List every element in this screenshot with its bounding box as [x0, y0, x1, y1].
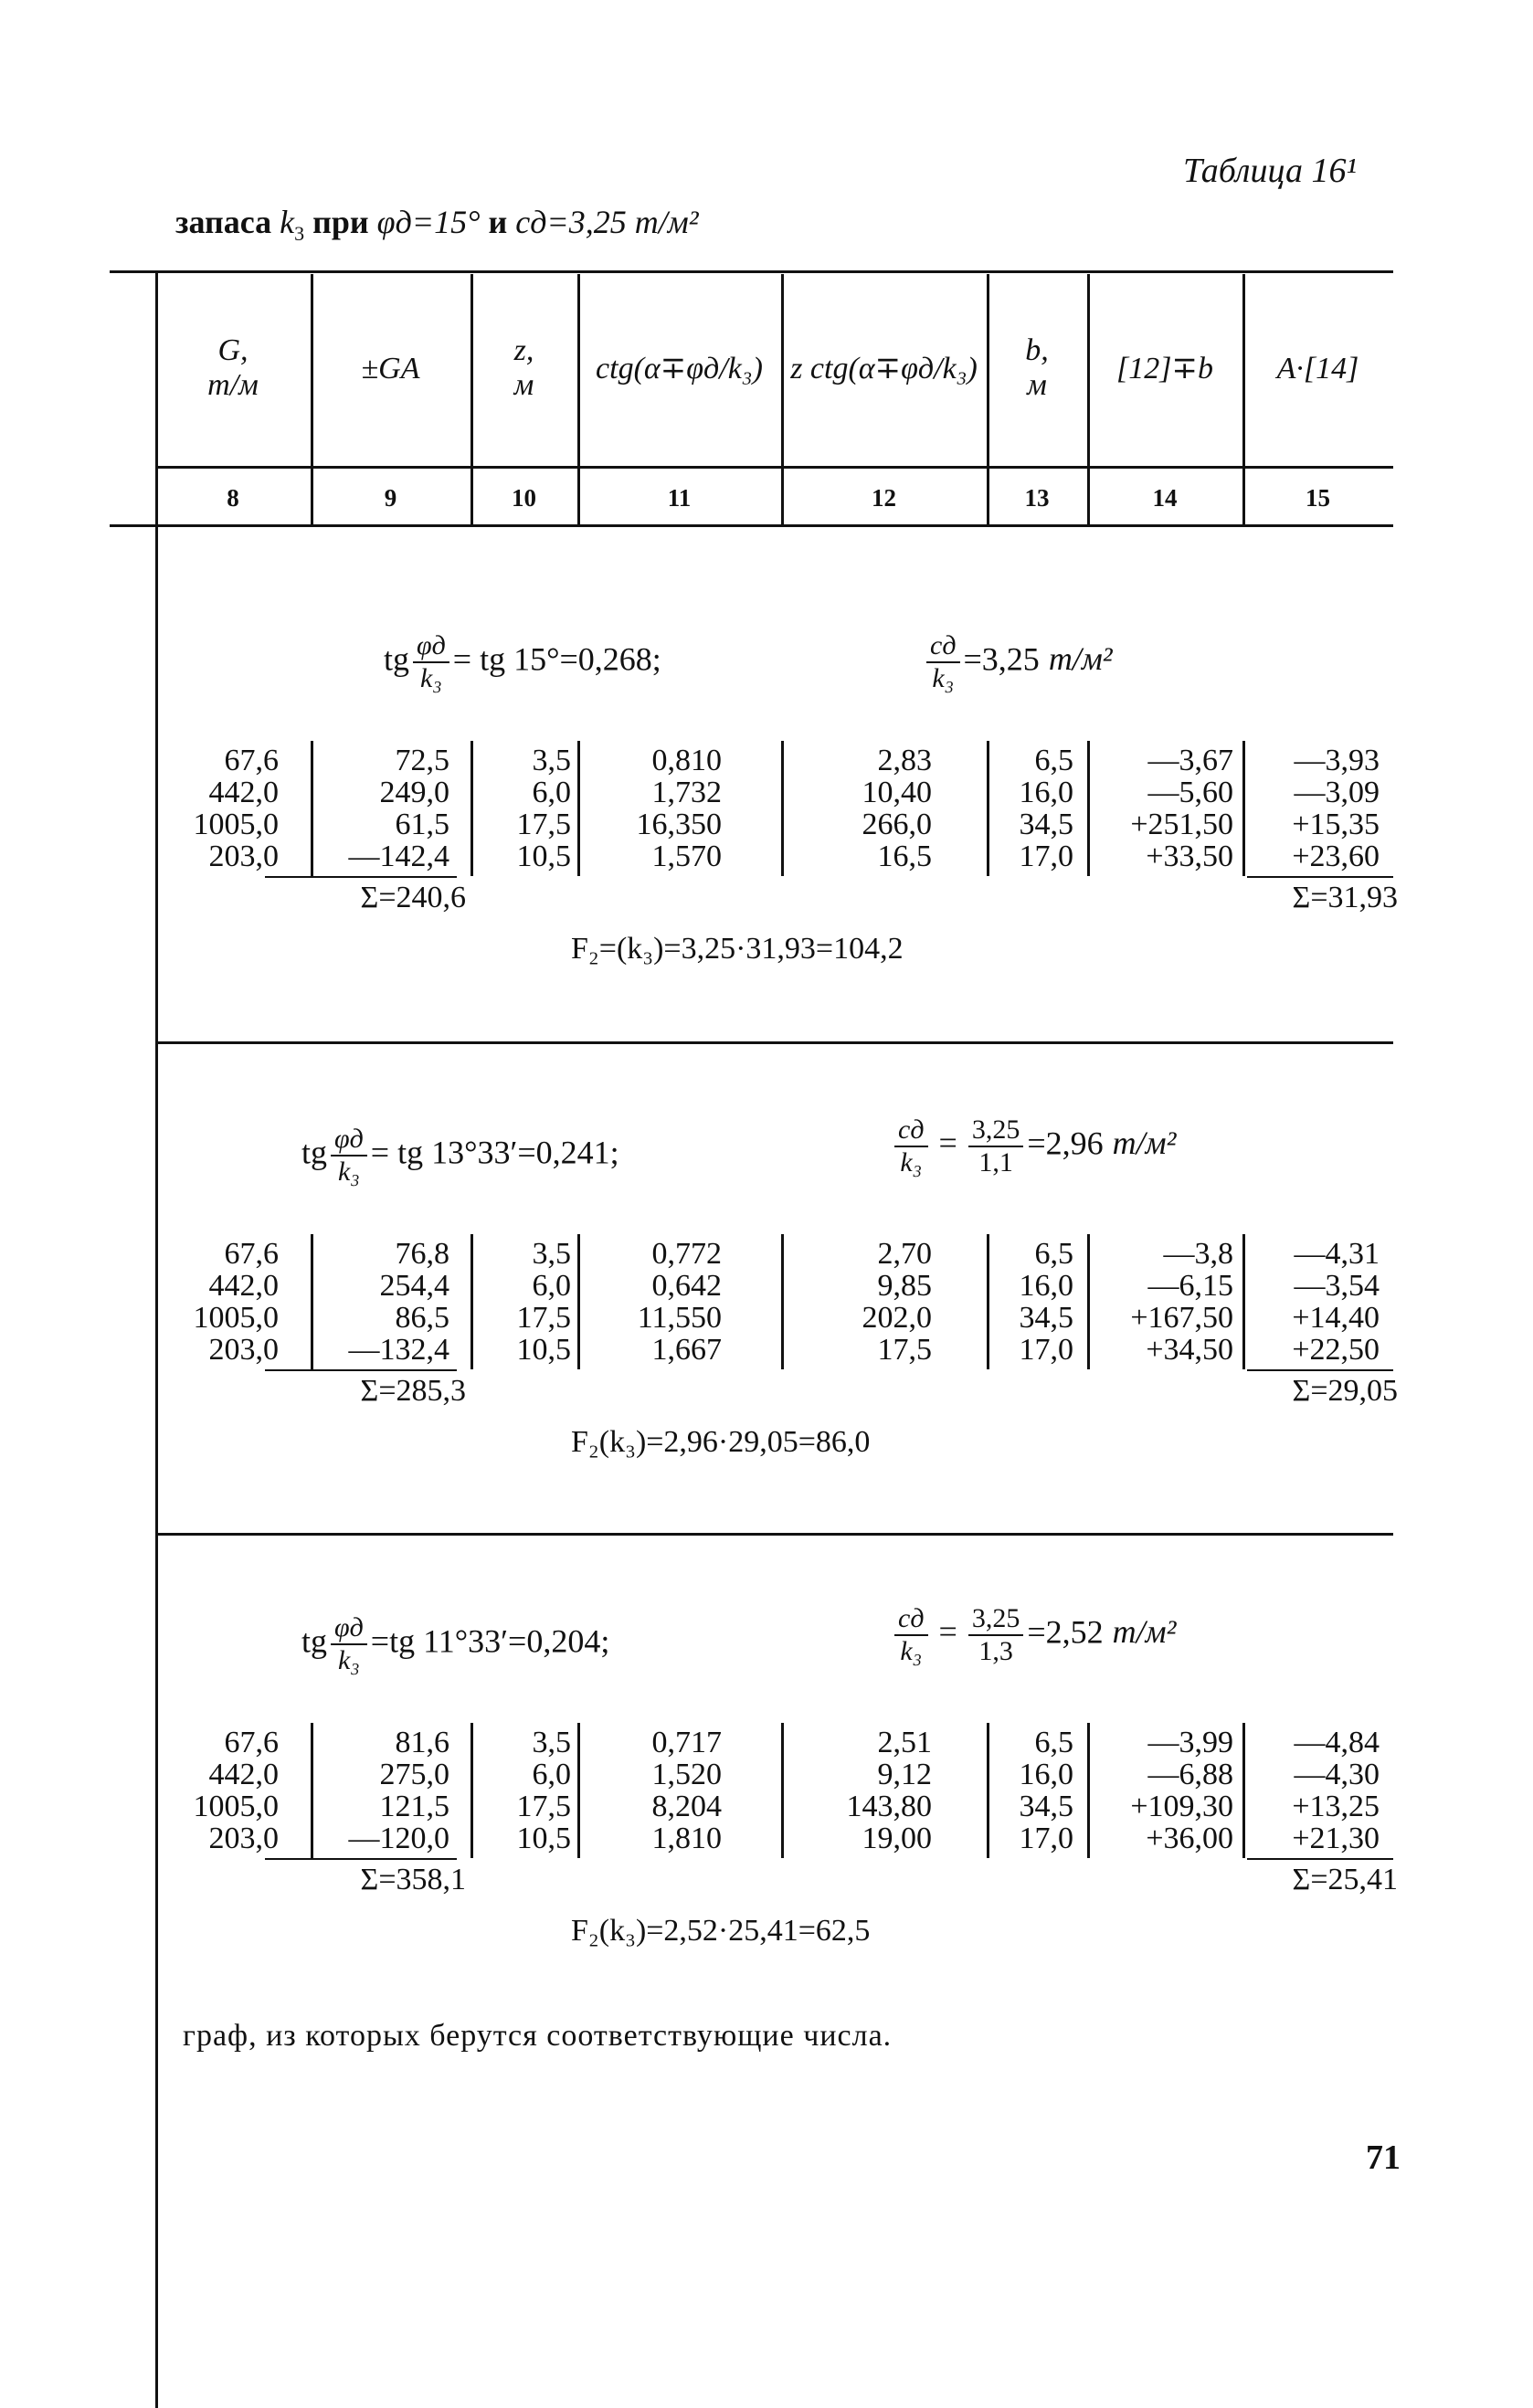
- table-cell: +15,35: [1292, 808, 1380, 841]
- cohesion-units: т/м²: [1112, 1613, 1177, 1651]
- table-cell: 17,5: [516, 1301, 571, 1335]
- column-heading-unit: т/м: [207, 368, 259, 402]
- table-cell: 81,6: [395, 1726, 449, 1759]
- table-cell: —3,09: [1294, 776, 1380, 809]
- table-cell: 19,00: [862, 1822, 932, 1855]
- column-heading: [987, 333, 1087, 403]
- column-number: 8: [227, 484, 239, 512]
- cohesion-fraction-num: cд: [894, 1114, 928, 1147]
- table-cell: 34,5: [1019, 1301, 1073, 1335]
- table-cell: 6,0: [532, 1758, 571, 1791]
- tg-fraction-num: φд: [331, 1124, 367, 1156]
- tg-formula: [301, 1612, 609, 1676]
- sum-underline-left: [265, 1369, 457, 1371]
- table-cell: 143,80: [846, 1790, 932, 1823]
- table-cell: 67,6: [224, 744, 279, 777]
- column-heading-top: ctg(α∓φд/k₃): [596, 352, 763, 385]
- block-separator: [155, 1533, 1393, 1536]
- table-cell: 0,810: [651, 744, 722, 777]
- tg-fraction: [331, 1124, 367, 1188]
- cohesion-formula: [891, 1603, 1176, 1667]
- table-cell: +167,50: [1130, 1301, 1233, 1335]
- sum-underline-left: [265, 1858, 457, 1860]
- sum-right: Σ=29,05: [1292, 1374, 1398, 1408]
- table-cell: 10,5: [516, 1822, 571, 1855]
- column-number: 13: [1024, 484, 1050, 512]
- table-cell: +14,40: [1292, 1301, 1380, 1335]
- table-cell: +33,50: [1146, 840, 1233, 873]
- column-number: 14: [1152, 484, 1178, 512]
- column-heading-unit: м: [1027, 368, 1047, 402]
- sum-right: Σ=25,41: [1292, 1863, 1398, 1896]
- tg-fraction-num: φд: [331, 1612, 367, 1645]
- cohesion-fraction-num: cд: [894, 1603, 928, 1636]
- table-cell: —3,54: [1294, 1269, 1380, 1303]
- cohesion-equals: =: [938, 1125, 957, 1162]
- table-cell: 1005,0: [193, 1301, 279, 1335]
- sum-underline-right: [1247, 1858, 1393, 1860]
- tg-fraction-den: k₃: [338, 1156, 360, 1187]
- sum-underline-left: [265, 876, 457, 878]
- table-cell: 203,0: [208, 1333, 279, 1367]
- table-cell: +251,50: [1130, 808, 1233, 841]
- cohesion-formula: [891, 1114, 1176, 1178]
- result-formula: F₂(k₃)=2,96·29,05=86,0: [571, 1425, 871, 1459]
- table-cell: —4,31: [1294, 1237, 1380, 1271]
- table-cell: —3,8: [1163, 1237, 1233, 1271]
- tg-value: = tg 13°33′=0,241;: [370, 1134, 619, 1171]
- table-cell: 17,0: [1019, 1333, 1073, 1367]
- cohesion-ratio-num: 3,25: [968, 1603, 1024, 1636]
- table-cell: 16,0: [1019, 1269, 1073, 1303]
- table-cell: +34,50: [1146, 1333, 1233, 1367]
- tg-fraction: [413, 630, 449, 694]
- tg-label: tg: [384, 640, 410, 678]
- table-cell: 249,0: [379, 776, 449, 809]
- table-cell: —3,67: [1147, 744, 1233, 777]
- sum-right: Σ=31,93: [1292, 881, 1398, 914]
- table-cell: 1,570: [651, 840, 722, 873]
- header-bottom-rule: [110, 524, 1393, 527]
- table-cell: 0,642: [651, 1269, 722, 1303]
- table-cell: 10,40: [862, 776, 932, 809]
- column-heading-top: b,: [1025, 333, 1049, 367]
- cohesion-units: т/м²: [1048, 640, 1113, 678]
- table-cell: 16,0: [1019, 1758, 1073, 1791]
- table-cell: 72,5: [395, 744, 449, 777]
- table-cell: 1,667: [651, 1333, 722, 1367]
- table-cell: 442,0: [208, 1758, 279, 1791]
- column-heading-top: A·[14]: [1276, 352, 1359, 385]
- column-heading: [1087, 352, 1242, 386]
- table-cell: 3,5: [532, 1237, 571, 1271]
- column-heading-unit: м: [513, 368, 534, 402]
- table-cell: 1,732: [651, 776, 722, 809]
- result-formula: F₂=(k₃)=3,25·31,93=104,2: [571, 932, 904, 966]
- table-cell: —120,0: [348, 1822, 449, 1855]
- table-cell: 76,8: [395, 1237, 449, 1271]
- table-cell: 34,5: [1019, 808, 1073, 841]
- table-cell: 9,12: [877, 1758, 932, 1791]
- table-cell: 67,6: [224, 1726, 279, 1759]
- table-cell: 86,5: [395, 1301, 449, 1335]
- tg-fraction-den: k₃: [420, 663, 442, 693]
- cohesion-ratio-num: 3,25: [968, 1114, 1024, 1147]
- table-cell: 3,5: [532, 744, 571, 777]
- table-title: запаса $k_3$ при φд=15° и cд=3,25 т/м²: [175, 204, 699, 246]
- table-cell: 34,5: [1019, 1790, 1073, 1823]
- table-cell: 203,0: [208, 1822, 279, 1855]
- table-cell: 1005,0: [193, 808, 279, 841]
- table-cell: 6,0: [532, 776, 571, 809]
- column-heading: [470, 333, 577, 403]
- cohesion-formula: [923, 630, 1113, 694]
- table-cell: 16,0: [1019, 776, 1073, 809]
- table-cell: —132,4: [348, 1333, 449, 1367]
- tg-formula: [301, 1124, 619, 1188]
- tg-label: tg: [301, 1622, 328, 1660]
- table-cell: 1005,0: [193, 1790, 279, 1823]
- tg-label: tg: [301, 1134, 328, 1171]
- table-cell: 10,5: [516, 840, 571, 873]
- table-cell: 17,0: [1019, 840, 1073, 873]
- table-cell: 0,772: [651, 1237, 722, 1271]
- table-cell: +36,00: [1146, 1822, 1233, 1855]
- column-heading: [781, 352, 987, 386]
- cohesion-fraction: [894, 1603, 928, 1667]
- column-heading-top: [12]∓b: [1116, 352, 1213, 385]
- table-cell: 11,550: [637, 1301, 722, 1335]
- table-cell: 275,0: [379, 1758, 449, 1791]
- column-heading: [311, 352, 470, 386]
- table-cell: 16,5: [877, 840, 932, 873]
- table-top-rule: [110, 270, 1393, 273]
- cohesion-value: =2,96: [1027, 1125, 1104, 1162]
- table-cell: +21,30: [1292, 1822, 1380, 1855]
- table-cell: 2,51: [877, 1726, 932, 1759]
- tg-fraction-den: k₃: [338, 1645, 360, 1675]
- table-cell: 442,0: [208, 776, 279, 809]
- tg-formula: [384, 630, 661, 694]
- table-cell: 202,0: [862, 1301, 932, 1335]
- table-cell: 17,0: [1019, 1822, 1073, 1855]
- table-cell: —3,99: [1147, 1726, 1233, 1759]
- table-cell: 203,0: [208, 840, 279, 873]
- header-mid-rule: [155, 466, 1393, 469]
- cohesion-fraction: [926, 630, 960, 694]
- table-cell: 17,5: [516, 808, 571, 841]
- table-cell: —142,4: [348, 840, 449, 873]
- cohesion-value: =2,52: [1027, 1613, 1104, 1651]
- table-cell: 254,4: [379, 1269, 449, 1303]
- table-cell: —5,60: [1147, 776, 1233, 809]
- table-label: Таблица 16¹: [1183, 152, 1357, 190]
- column-number: 15: [1306, 484, 1330, 512]
- table-cell: 0,717: [651, 1726, 722, 1759]
- table-cell: —6,88: [1147, 1758, 1233, 1791]
- table-cell: 17,5: [516, 1790, 571, 1823]
- cohesion-ratio: [968, 1603, 1024, 1667]
- table-cell: 16,350: [636, 808, 722, 841]
- table-cell: 121,5: [379, 1790, 449, 1823]
- table-cell: 266,0: [862, 808, 932, 841]
- table-cell: 8,204: [651, 1790, 722, 1823]
- table-cell: 17,5: [877, 1333, 932, 1367]
- column-heading-top: z ctg(α∓φд/k₃): [790, 352, 978, 385]
- table-cell: 10,5: [516, 1333, 571, 1367]
- column-number: 9: [384, 484, 397, 512]
- footer-text: граф, из которых берутся соответствующие числа.: [183, 2019, 893, 2053]
- column-heading-top: ±GA: [361, 352, 420, 385]
- table-cell: —4,30: [1294, 1758, 1380, 1791]
- table-cell: 6,5: [1034, 744, 1073, 777]
- table-cell: —4,84: [1294, 1726, 1380, 1759]
- tg-fraction: [331, 1612, 367, 1676]
- table-cell: 9,85: [877, 1269, 932, 1303]
- column-heading: [155, 333, 311, 403]
- page-number: 71: [1366, 2139, 1401, 2177]
- sum-left: Σ=285,3: [360, 1374, 466, 1408]
- tg-fraction-num: φд: [413, 630, 449, 663]
- cohesion-ratio-den: 1,3: [978, 1636, 1013, 1666]
- cohesion-equals: =: [938, 1613, 957, 1651]
- column-number: 12: [872, 484, 896, 512]
- table-cell: —6,15: [1147, 1269, 1233, 1303]
- table-cell: 61,5: [395, 808, 449, 841]
- sum-left: Σ=240,6: [360, 881, 466, 914]
- column-heading-top: z,: [513, 333, 534, 367]
- table-cell: 2,83: [877, 744, 932, 777]
- cohesion-fraction-den: k₃: [932, 663, 955, 693]
- table-cell: —3,93: [1294, 744, 1380, 777]
- table-cell: +13,25: [1292, 1790, 1380, 1823]
- sum-left: Σ=358,1: [360, 1863, 466, 1896]
- table-cell: +22,50: [1292, 1333, 1380, 1367]
- sum-underline-right: [1247, 1369, 1393, 1371]
- table-cell: 6,5: [1034, 1237, 1073, 1271]
- column-number: 11: [667, 484, 692, 512]
- table-cell: +23,60: [1292, 840, 1380, 873]
- table-cell: 6,0: [532, 1269, 571, 1303]
- cohesion-fraction-den: k₃: [900, 1636, 923, 1666]
- cohesion-fraction: [894, 1114, 928, 1178]
- table-cell: 442,0: [208, 1269, 279, 1303]
- tg-value: =tg 11°33′=0,204;: [370, 1622, 610, 1660]
- cohesion-fraction-den: k₃: [900, 1147, 923, 1178]
- column-heading: [577, 352, 781, 386]
- column-heading: [1242, 352, 1393, 386]
- cohesion-value: =3,25: [963, 640, 1040, 678]
- table-cell: 67,6: [224, 1237, 279, 1271]
- result-formula: F₂(k₃)=2,52·25,41=62,5: [571, 1914, 871, 1948]
- cohesion-units: т/м²: [1112, 1125, 1177, 1162]
- column-number: 10: [512, 484, 536, 512]
- table-cell: 1,520: [651, 1758, 722, 1791]
- table-cell: 3,5: [532, 1726, 571, 1759]
- tg-value: = tg 15°=0,268;: [452, 640, 661, 678]
- block-separator: [155, 1041, 1393, 1044]
- cohesion-ratio-den: 1,1: [978, 1147, 1013, 1178]
- table-cell: +109,30: [1130, 1790, 1233, 1823]
- column-heading-top: G,: [217, 333, 248, 367]
- cohesion-ratio: [968, 1114, 1024, 1178]
- cohesion-fraction-num: cд: [926, 630, 960, 663]
- table-cell: 6,5: [1034, 1726, 1073, 1759]
- sum-underline-right: [1247, 876, 1393, 878]
- table-cell: 1,810: [651, 1822, 722, 1855]
- table-cell: 2,70: [877, 1237, 932, 1271]
